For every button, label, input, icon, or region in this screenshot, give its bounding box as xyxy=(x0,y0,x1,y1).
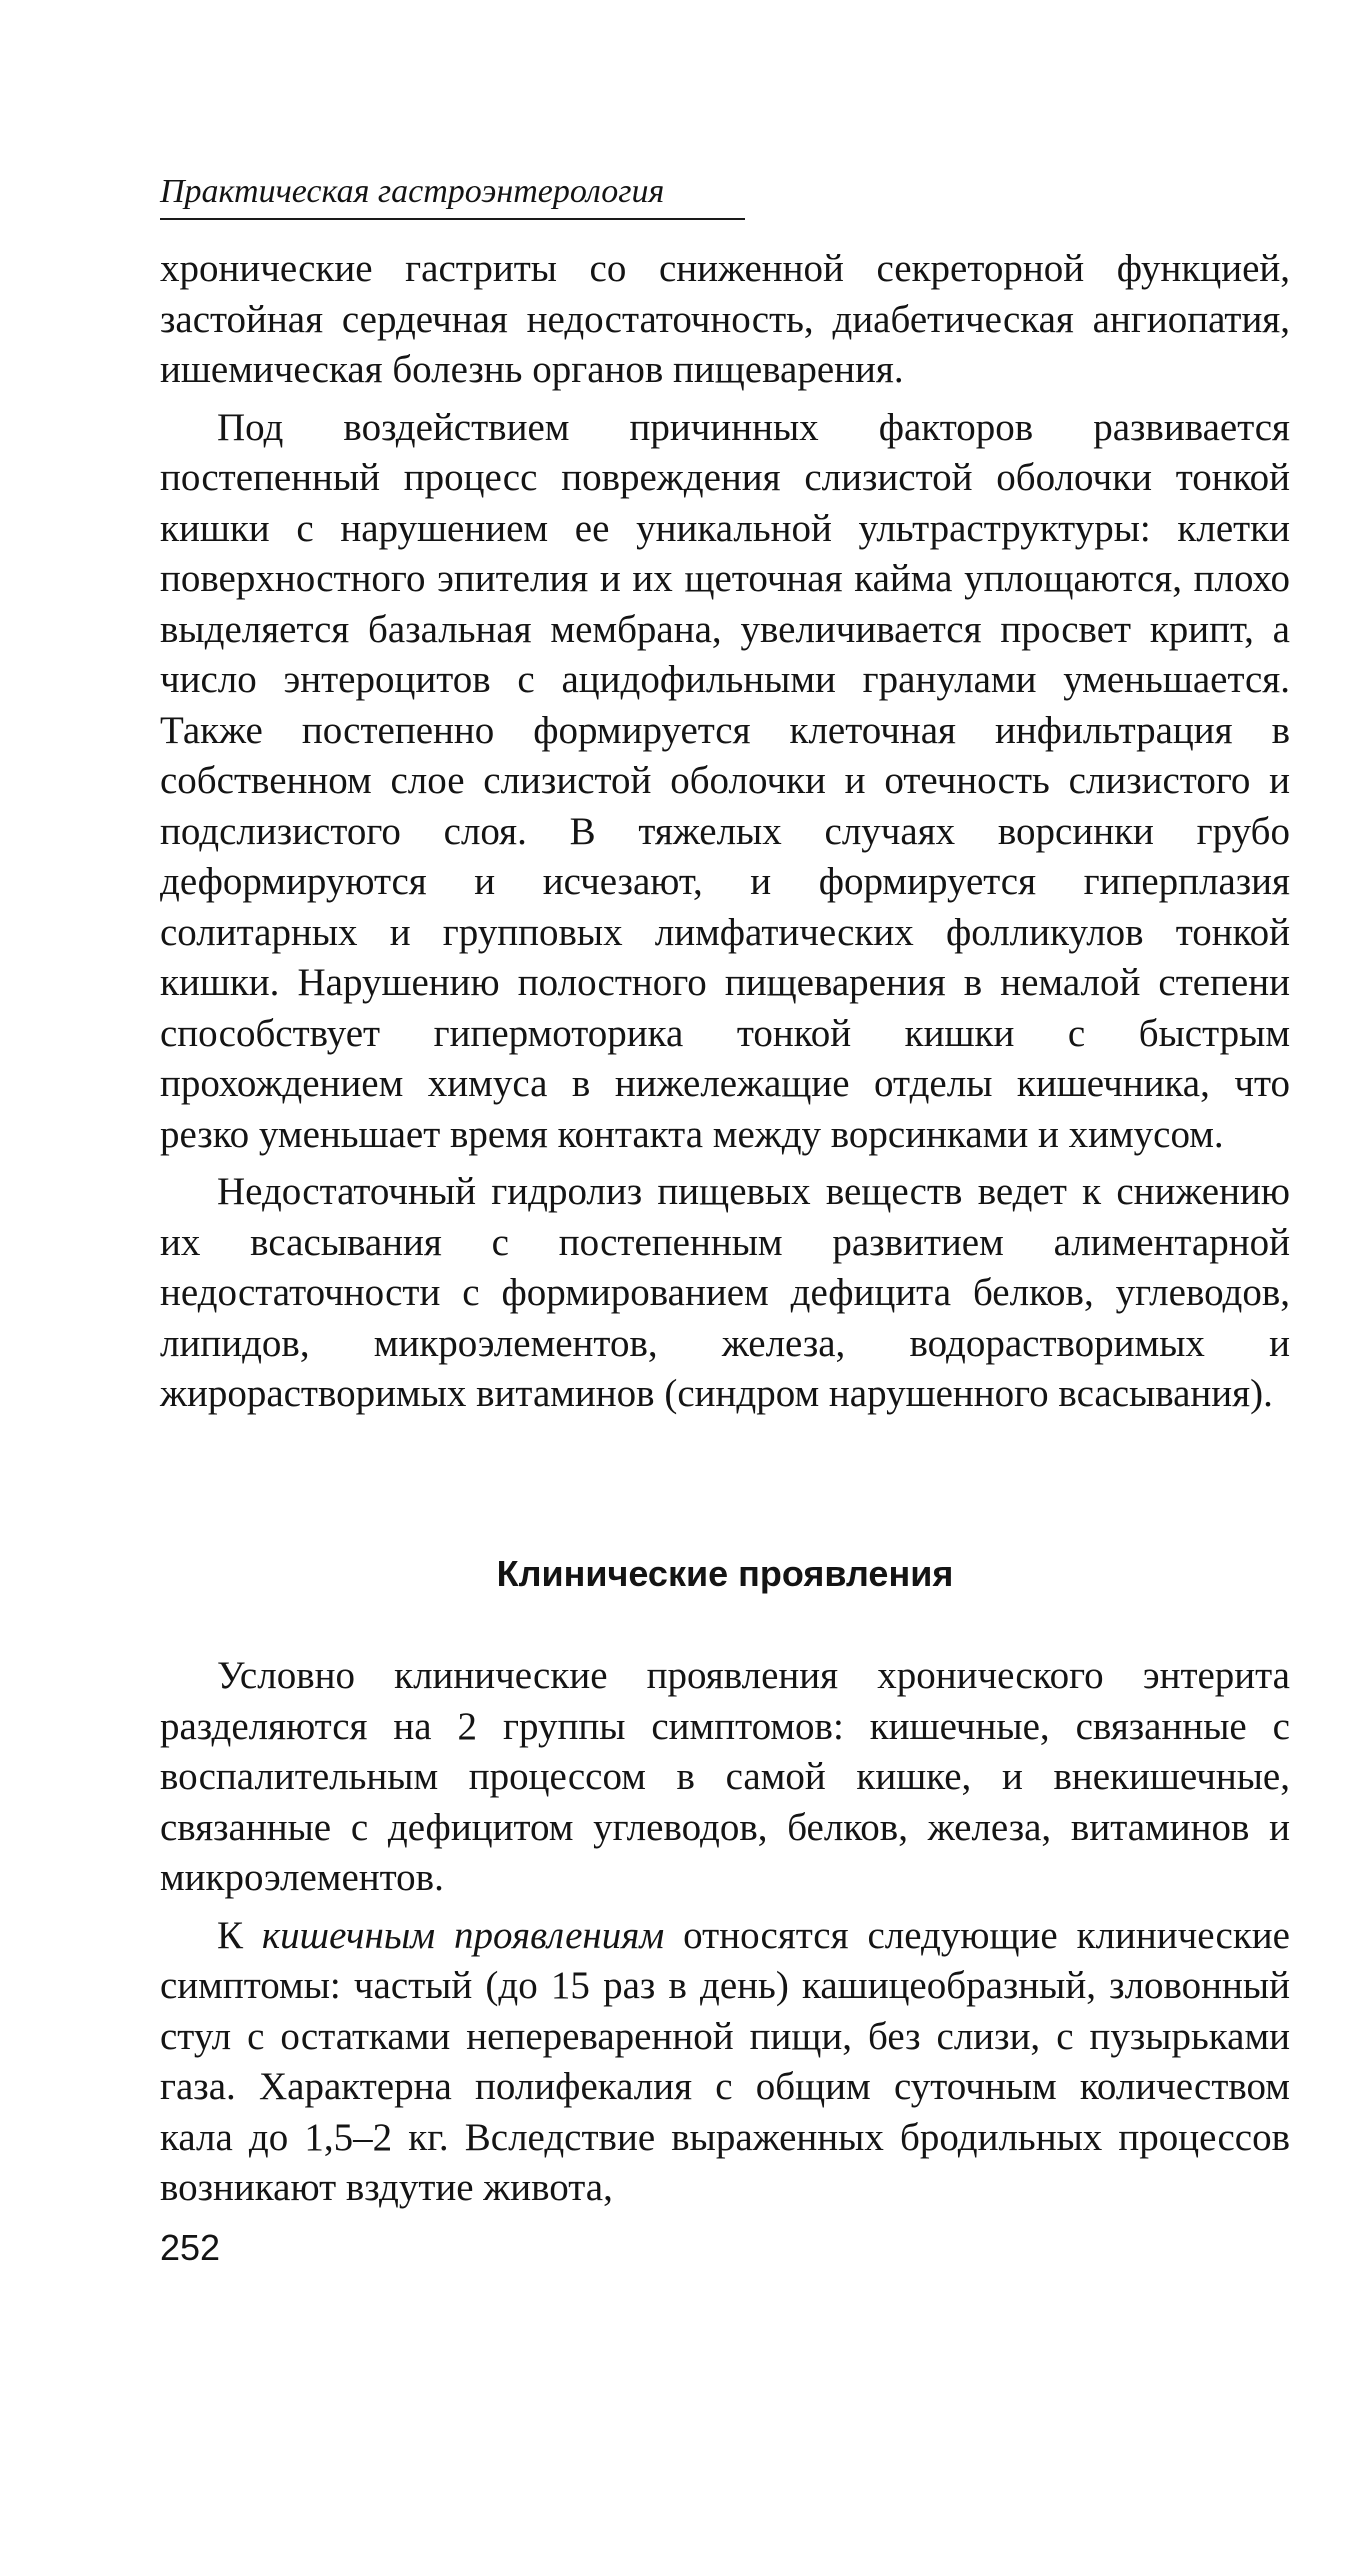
section-heading: Клинические проявления xyxy=(496,1553,954,1594)
paragraph-malabsorption: Недостаточный гидролиз пищевых веществ ведет к снижению их всасывания с постепенным развитием алиментарной недостаточности с формированием дефицита белков, углеводов, липидов, микроэлементов, железа, водорастворимых и жирорастворимых витаминов (синдром нарушенного всасывания). xyxy=(160,1170,1290,1415)
emphasized-term: кишечным проявлениям xyxy=(261,1913,665,1957)
running-header: Практическая гастроэнтерология xyxy=(160,170,745,220)
paragraph-continuation: хронические гастриты со сниженной секреторной функцией, застойная сердечная недостаточность, диабетическая ангиопатия, ишемическая болезнь органов пищеварения. xyxy=(160,247,1290,391)
paragraph-pathogenesis: Под воздействием причинных факторов развивается постепенный процесс повреждения слизистой оболочки тонкой кишки с нарушением ее уникальной ультраструктуры: клетки поверхностного эпителия и их щеточная кайма уплощаются, плохо выделяется базальная мембрана, увеличивается просвет крипт, а число энтероцитов с ацидофильными гранулами уменьшается. Также постепенно формируется клеточная инфильтрация в собственном слое слизистой оболочки и отечность слизистого и подслизистого слоя. В тяжелых случаях ворсинки грубо деформируются и исчезают, и формируется гиперплазия солитарных и групповых лимфатических фолликулов тонкой кишки. Нарушению полостного пищеварения в немалой степени способствует гипермоторика тонкой кишки с быстрым прохождением химуса в нижележащие отделы кишечника, что резко уменьшает время контакта между ворсинками и химусом. xyxy=(160,405,1290,1156)
body-text-upper xyxy=(160,244,1290,1420)
page-number: 252 xyxy=(160,2227,221,2268)
paragraph-symptom-groups: Условно клинические проявления хронического энтерита разделяются на 2 группы симптомов: кишечные, связанные с воспалительным процессом в самой кишке, и внекишечные, связанные с дефицитом углеводов, белков, железа, витаминов и микроэлементов. xyxy=(160,1654,1290,1899)
paragraph-lead: К xyxy=(217,1913,262,1957)
paragraph-rest: относятся следующие клинические симптомы: частый (до 15 раз в день) кашицеобразный, зловонный стул с остатками непереваренной пищи, без слизи, с пузырьками газа. Характерна полифекалия с общим суточным количеством кала до 1,5–2 кг. Вследствие выраженных бродильных процессов возникают вздутие живота, xyxy=(160,1913,1290,2209)
body-text-lower xyxy=(160,1651,1290,2214)
paragraph-intestinal-manifestations xyxy=(160,1911,1290,2214)
